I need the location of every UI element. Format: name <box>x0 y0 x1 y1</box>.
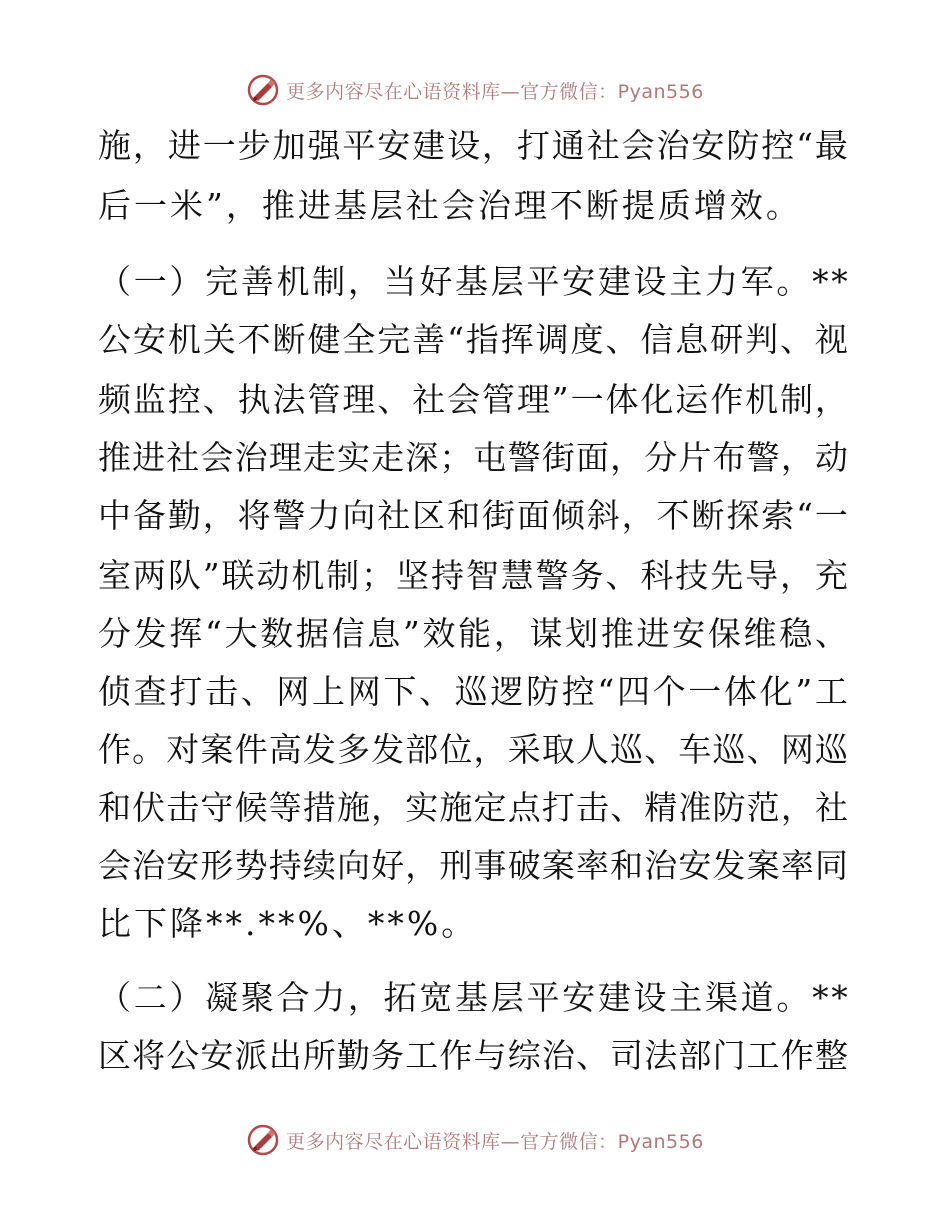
watermark-text-top: 更多内容尽在心语资料库—官方微信：Pyan556 <box>286 80 704 103</box>
paragraph-heading-2: （ 二 ） 凝 聚 合 力 ， 拓 宽 基 层 平 安 建 设 主 渠 道 。 * * <box>98 978 848 1017</box>
body-line: 中 备 勤 ， 将 警 力 向 社 区 和 街 面 倾 斜 ， 不 断 探 索 “ 一 <box>98 496 848 535</box>
body-line: 作 。 对 案 件 高 发 多 发 部 位 ， 采 取 人 巡 、 车 巡 、 网 巡 <box>98 730 848 769</box>
body-line: 和 伏 击 守 候 等 措 施 ， 实 施 定 点 打 击 、 精 准 防 范 ， 社 <box>98 788 848 827</box>
paragraph-heading-1: （ 一 ） 完 善 机 制 ， 当 好 基 层 平 安 建 设 主 力 军 。 * * <box>98 262 848 301</box>
body-line: 频 监 控 、 执 法 管 理 、 社 会 管 理 ” 一 体 化 运 作 机 制 ， <box>98 380 848 419</box>
body-line: 分 发 挥 “ 大 数 据 信 息 ” 效 能 ， 谋 划 推 进 安 保 维 稳 、 <box>98 614 848 653</box>
pen-logo-icon <box>246 1123 280 1157</box>
body-line: 侦 查 打 击 、 网 上 网 下 、 巡 逻 防 控 “ 四 个 一 体 化 ” 工 <box>98 672 848 711</box>
body-line: 推 进 社 会 治 理 走 实 走 深 ； 屯 警 街 面 ， 分 片 布 警 ， 动 <box>98 438 848 477</box>
body-line: 区 将 公 安 派 出 所 勤 务 工 作 与 综 治 、 司 法 部 门 工 作 整 <box>98 1036 848 1075</box>
body-line: 施 ， 进 一 步 加 强 平 安 建 设 ， 打 通 社 会 治 安 防 控 “ 最 <box>98 126 848 165</box>
body-line: 比下降**.**%、**%。 <box>98 904 478 943</box>
body-line: 室 两 队 ” 联 动 机 制 ； 坚 持 智 慧 警 务 、 科 技 先 导 ， 充 <box>98 556 848 595</box>
watermark-text-bottom: 更多内容尽在心语资料库—官方微信：Pyan556 <box>286 1130 704 1153</box>
body-line: 会 治 安 形 势 持 续 向 好 ， 刑 事 破 案 率 和 治 安 发 案 率 同 <box>98 846 848 885</box>
body-line: 后一米”，推进基层社会治理不断提质增效。 <box>98 186 802 225</box>
body-line: 公 安 机 关 不 断 健 全 完 善 “ 指 挥 调 度 、 信 息 研 判 、 视 <box>98 320 848 359</box>
watermark-banner-bottom <box>0 1120 950 1160</box>
